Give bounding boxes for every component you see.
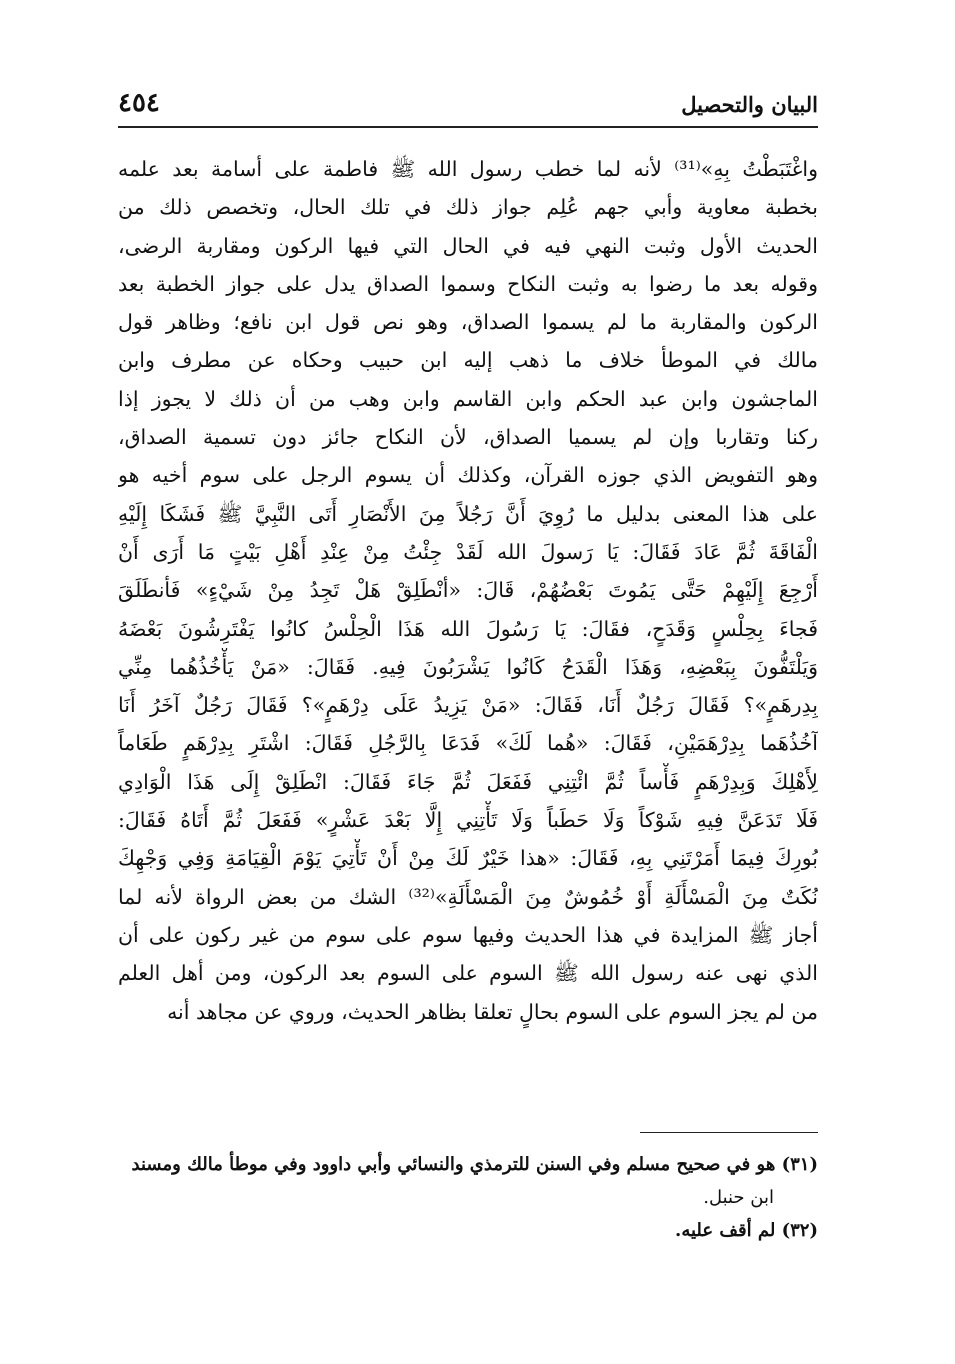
text-line: من لم يجز السوم على السوم بحالٍ تعلقا بظاهر الحديث، وروي عن مجاهد أنه (167, 999, 818, 1024)
page-number: ٤٥٤ (118, 88, 160, 118)
text-line: بخطبة معاوية وأبي جهم عُلِم جواز ذلك في تلك الحال، وتخصص ذلك من (118, 195, 818, 220)
text-line: بُورِكَ فِيمَا أَمَرْتَنِي بِهِ، فَقَالَ: «هذا خَيْرٌ لَكَ مِنْ أَنْ تَأْتِيَ يَوْمَ الْقِيَامَةِ وَفِي وَجْهِكَ (118, 846, 818, 871)
text-line: آخُذُهَما بِدِرْهَمَيْنِ، فَقَالَ: «هُما لَكَ» فَدَعَا بِالرَّجُلِ فَقَالَ: اشْتَرِ بِدِرْهَمٍ طَعَاماً (118, 731, 818, 756)
main-text (118, 150, 818, 1031)
text-line: وهو التفويض الذي جوزه القرآن، وكذلك أن يسوم الرجل على سوم أخيه هو (118, 463, 818, 488)
text-line: أجاز ﷺ المزايدة في هذا الحديث وفيها سوم على سوم من غير ركون على أن (118, 922, 818, 947)
text-line: الحديث الأول وثبت النهي فيه في الحال التي فيها الركون ومقاربة الرضى، (118, 233, 818, 258)
running-title: البيان والتحصيل (681, 92, 818, 117)
text-line: مالك في الموطأ خلاف ما ذهب إليه ابن حبيب وحكاه عن مطرف وابن (118, 348, 818, 373)
footnote-separator (640, 1132, 818, 1133)
text-line: واغْتَبَطْتُ بِهِ»⁽³¹⁾ لأنه لما خطب رسول الله ﷺ فاطمة على أسامة بعد علمه (118, 157, 818, 181)
text-line: على هذا المعنى بدليل ما رُوِيَ أَنَّ رَجُلاً مِنَ الأَنْصَارِ أَتَى النَّبِيَّ ﷺ فَشَكَا إِلَيْهِ (118, 501, 818, 526)
text-line: وقوله بعد ما رضوا به وثبت النكاح وسموا الصداق يدل على جواز الخطبة بعد (118, 271, 818, 296)
text-line: أَرْجِعَ إِلَيْهِمْ حَتَّى يَمُوتَ بَعْضُهُمْ، قَالَ: «أنْطَلِقْ هَلْ تَجِدُ مِنْ شَيْءٍ» فَأنطَلَقَ (118, 578, 818, 603)
footnote: (٣٢) لم أقف عليه. (675, 1220, 818, 1241)
text-line: الماجشون وابن عبد الحكم وابن القاسم وابن وهب من أن ذلك لا يجوز إذا (118, 386, 818, 411)
text-line: الذي نهى عنه رسول الله ﷺ السوم على السوم بعد الركون، ومن أهل العلم (118, 961, 818, 986)
text-line: الْفَاقَةَ ثُمَّ عَادَ فَقَالَ: يَا رَسولَ الله لَقَدْ جِئْتُ مِنْ عِنْدِ أَهْلِ بَيْتٍ مَا أَرَى أَنْ (118, 539, 818, 564)
text-line: فَلَا تَدَعَنَّ فِيهِ شَوْكاً وَلَا حَطَباً وَلَا تَأْتِنِي إِلَّا بَعْدَ عَشْرٍ» فَفَعَلَ ثُمَّ أَتَاهُ فَقَالَ: (118, 808, 818, 833)
text-line: الركون والمقاربة ما لم يسموا الصداق، وهو نص قول ابن نافع؛ وظاهر قول (118, 310, 818, 335)
text-line: فَجاءَ بِحِلْسٍ وَقَدَحٍ، فقَالَ: يَا رَسُولَ الله هَذَا الْحِلْسُ كانُوا يَفْتَرِشُونَ بَعْضَهُ (118, 616, 818, 641)
text-line: لِأَهْلِكَ وَبِدِرْهَمٍ فَأْساً ثُمَّ ائْتِنِي فَفَعَلَ ثُمَّ جَاءَ فَقَالَ: انْطَلِقْ إِلَى هَذَا الْوَادِي (118, 769, 818, 794)
text-line: ركنا وتقاربا وإن لم يسميا الصداق، لأن النكاح جائز دون تسمية الصداق، (118, 425, 818, 450)
footnotes (118, 1148, 818, 1247)
footnote: (٣١) هو في صحيح مسلم وفي السنن للترمذي والنسائي وأبي داوود وفي موطأ مالك ومسند (131, 1154, 818, 1175)
text-line: نُكَتٌ مِنَ الْمَسْأَلَةِ أَوْ خُمُوشٌ مِنَ الْمَسْأَلَةِ»⁽³²⁾ الشك من بعض الرواة لأنه لما (118, 884, 818, 909)
page-header (118, 86, 818, 128)
text-line: بِدِرهَمٍ»؟ فَقَالَ رَجُلٌ أَنَا، فَقَالَ: «مَنْ يَزِيدُ عَلَى دِرْهَمٍ»؟ فَقَالَ رَجُلٌ آخَرُ أَنَا (118, 693, 818, 718)
footnote-continuation: ابن حنبل. (703, 1187, 774, 1208)
text-line: وَيَلْتَفُّونَ بِبَعْضِهِ، وَهَذَا الْقَدَحُ كَانُوا يَشْرَبُونَ فِيهِ. فَقَالَ: «مَنْ يَأْخُذُهُما مِنِّي (118, 654, 818, 679)
